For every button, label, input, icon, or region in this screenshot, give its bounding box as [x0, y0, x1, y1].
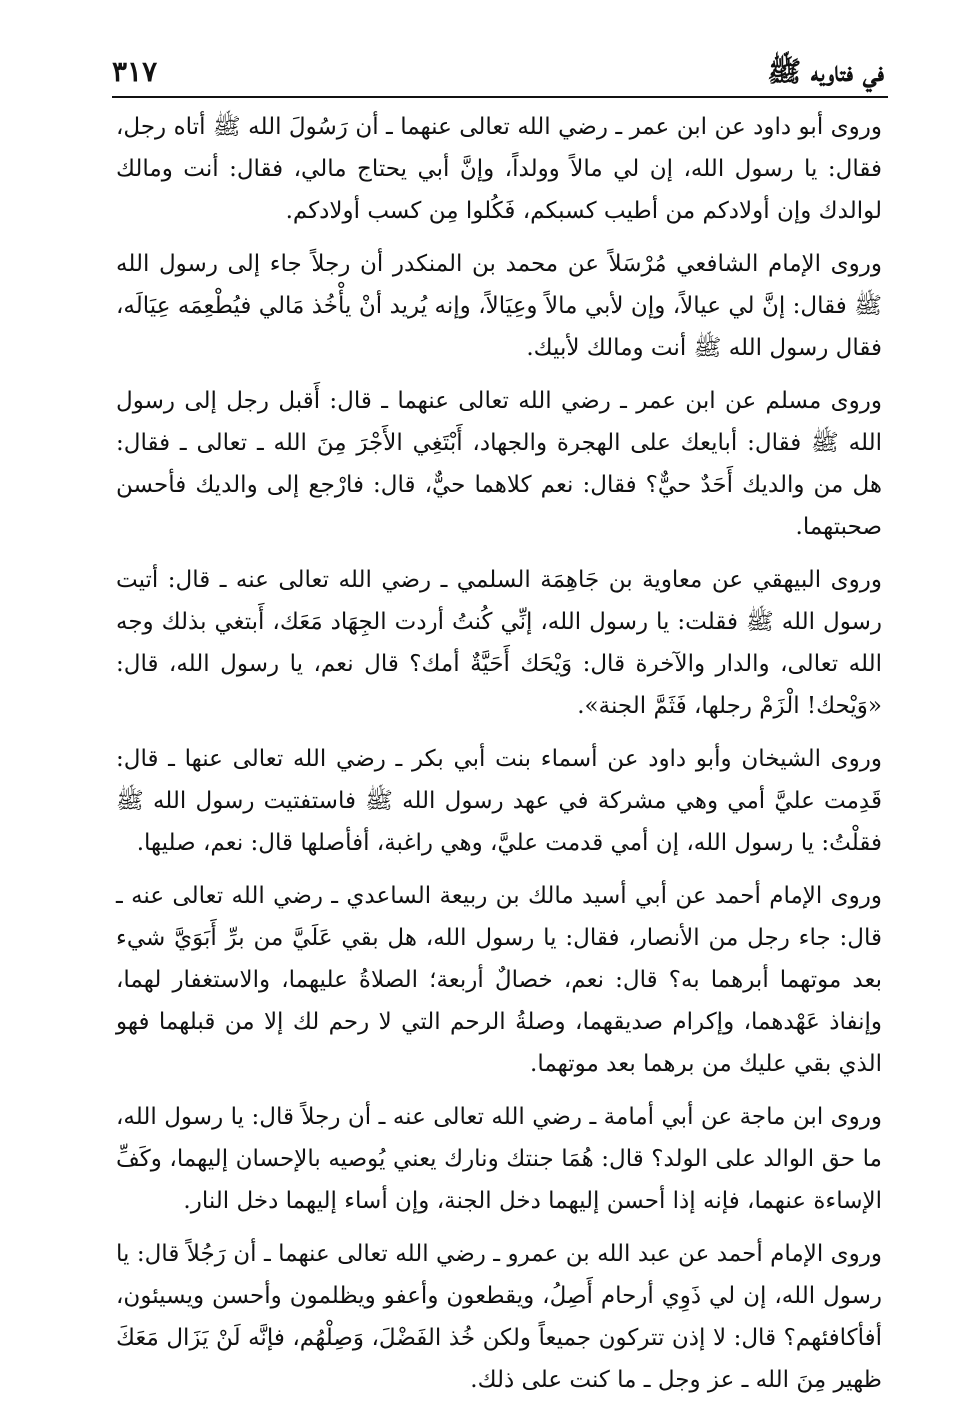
page-number: ٣١٧ [112, 55, 158, 88]
paragraph-8: وروى الإمام أحمد عن عبد الله بن عمرو ـ رضي الله تعالى عنهما ـ أن رَجُلاً قال: يا رسول الله، إن لي ذَوِي أرحام أَصِلُ، ويقطعون وأعفو ويظلمون وأحسن ويسيئون، أفأكافئهم؟ قال: لا إذن تتركون جميعاً ولكن خُذ الفَضْلَ، وَصِلْهُم، فإنَّه لَنْ يَزَال مَعَكَ ظهير مِنَ الله ـ عز وجل ـ ما كنت على ذلك. [116, 1241, 882, 1393]
running-title: في فتاويه ﷺ [767, 55, 884, 88]
paragraph-6: وروى الإمام أحمد عن أبي أسيد مالك بن ربيعة الساعدي ـ رضي الله تعالى عنه ـ قال: جاء رجل من الأنصار، فقال: يا رسول الله، هل بقي عَلَيَّ من برِّ أَبَوَيَّ شيء بعد موتهما أبرهما به؟ قال: نعم، خصالٌ أربعة؛ الصلاةُ عليهما، والاستغفار لهما، وإنفاذ عَهْدهما، وإكرام صديقهما، وصلةُ الرحم التي لا رحم لك إلا من قبلهما فهو الذي بقي عليك من برهما بعد موتهما. [116, 883, 882, 1077]
paragraph-4: وروى البيهقي عن معاوية بن جَاهِمَة السلمي ـ رضي الله تعالى عنه ـ قال: أتيت رسول الله ﷺ فقلت: يا رسول الله، إنِّي كُنتُ أردت الجِهَاد مَعَك، أَبتغي بذلك وجه الله تعالى، والدار والآخرة قال: وَيْحَك أَحَيَّةٌ أمك؟ قال نعم، يا رسول الله، قال: «وَيْحك! الْزَمْ رجلها، فَثَمَّ الجنة». [116, 567, 882, 719]
paragraph-3: وروى مسلم عن ابن عمر ـ رضي الله تعالى عنهما ـ قال: أَقبل رجل إلى رسول الله ﷺ فقال: أبايعك على الهجرة والجهاد، أَبْتَغِي الأَجْرَ مِنَ الله ـ تعالى ـ فقال: هل من والديك أَحَدٌ حيٌّ؟ فقال: نعم كلاهما حيٌّ، قال: فارْجع إلى والديك فأحسن صحبتهما. [116, 388, 882, 540]
paragraph-5: وروى الشيخان وأبو داود عن أسماء بنت أبي بكر ـ رضي الله تعالى عنها ـ قال: قَدِمت عليَّ أمي وهي مشركة في عهد رسول الله ﷺ فاستفتيت رسول الله ﷺ فقلْتُ: يا رسول الله، إن أمي قدمت عليَّ، وهي راغبة، أفأصلها قال: نعم، صليها. [116, 746, 882, 856]
header-divider [112, 96, 888, 98]
paragraph-7: وروى ابن ماجة عن أبي أمامة ـ رضي الله تعالى عنه ـ أن رجلاً قال: يا رسول الله، ما حق الوالد على الولد؟ قال: هُمَا جنتك ونارك يعني يُوصيه بالإحسان إليهما، وكَفِّ الإساءة عنهما، فإنه إذا أحسن إليهما دخل الجنة، وإن أساء إليهما دخل النار. [116, 1104, 882, 1214]
page-header [112, 54, 884, 96]
paragraph-2: وروى الإمام الشافعي مُرْسَلاً عن محمد بن المنكدر أن رجلاً جاء إلى رسول الله ﷺ فقال: إنَّ لي عيالاً، وإن لأبي مالاً وعِيَالاً، وإنه يُريد أنْ يأْخُذ مَالي فيُطْعِمَه عِيَالَه، فقال رسول الله ﷺ أنت ومالك لأبيك. [116, 251, 882, 361]
paragraph-1: وروى أبو داود عن ابن عمر ـ رضي الله تعالى عنهما ـ أن رَسُولَ الله ﷺ أتاه رجل، فقال: يا رسول الله، إن لي مالاً وولداً، وإنَّ أبي يحتاج مالي، فقال: أنت ومالك لوالدك وإن أولادكم من أطيب كسبكم، فَكُلوا مِن كسب أولادكم. [116, 114, 882, 224]
page-body [116, 106, 882, 1412]
